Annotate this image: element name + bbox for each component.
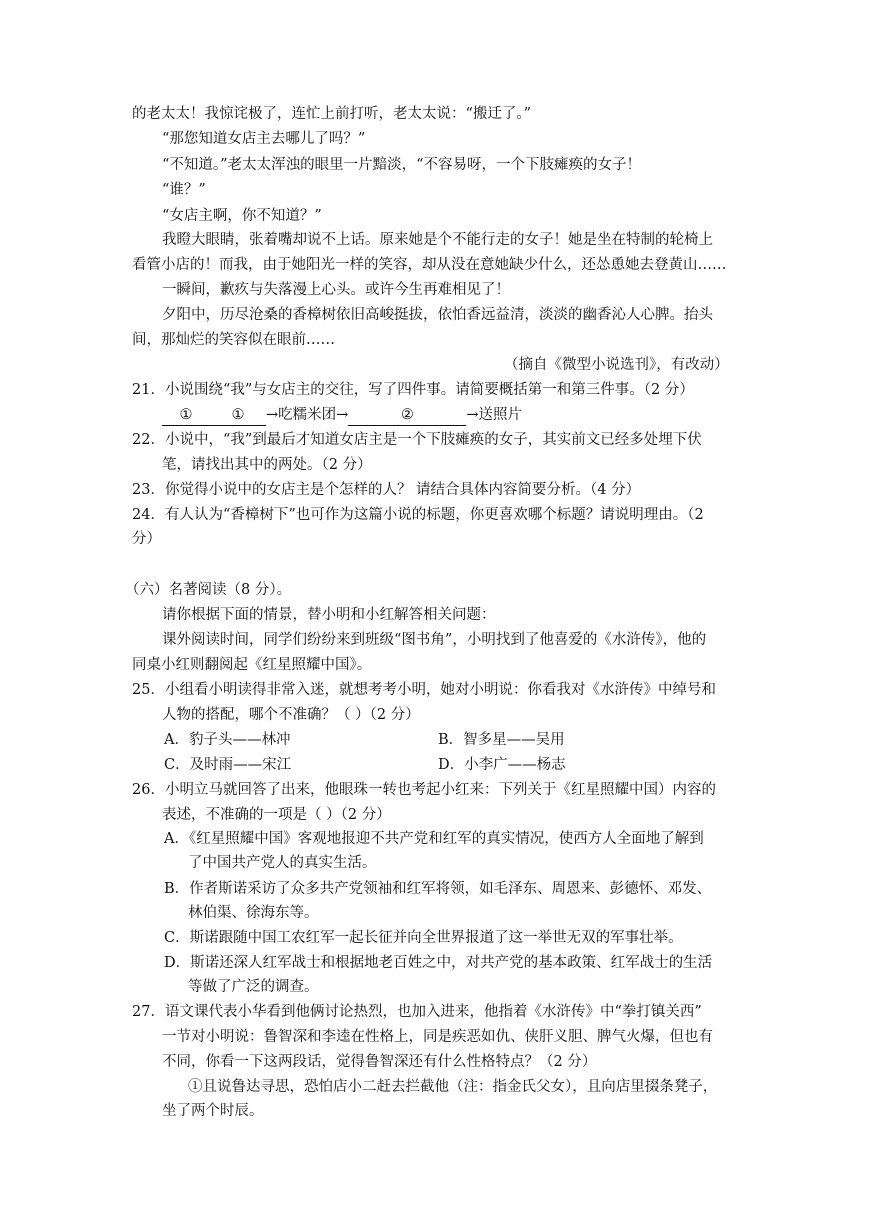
scene-text: 课外阅读时间，同学们纷纷来到班级“图书角”，小明找到了他喜爱的《水浒传》，他的 xyxy=(162,632,707,648)
question-25: 25．小组看小明读得非常入迷，就想考考小明，她对小明说：你看我对《水浒传》中绰号和 xyxy=(132,682,716,698)
option-b-cont: 林伯渠、徐海东等。 xyxy=(188,905,319,921)
story-line: “那您知道女店主去哪儿了吗？” xyxy=(162,131,366,147)
question-22: 22．小说中，“我”到最后才知道女店主是一个下肢瘫痪的女子，其实前文已经多处埋下伏 xyxy=(132,432,702,448)
option-d-cont: 等做了广泛的调查。 xyxy=(188,979,319,995)
quote-text-cont: 坐了两个时辰。 xyxy=(162,1103,264,1119)
section-intro: 请你根据下面的情景，替小明和小红解答相关问题： xyxy=(162,607,496,623)
option-d: D．小李广——杨志 xyxy=(438,757,566,773)
option-a: A．豹子头——林冲 xyxy=(164,732,291,748)
option-a: A．《红星照耀中国》客观地报迎不共产党和红军的真实情况，使西方人全面地了解到 xyxy=(164,831,704,847)
question-27-cont: 一节对小明说：鲁智深和李逵在性格上，同是疾恶如仇、侠肝义胆、脾气火爆，但也有 xyxy=(162,1029,713,1045)
source-citation: （摘自《微型小说选刊》，有改动） xyxy=(504,357,729,373)
answer-blank-1[interactable]: ① xyxy=(162,405,210,426)
question-25-cont: 人物的搭配，哪个不准确？（ ）（2 分） xyxy=(162,707,420,723)
story-line: “女店主啊，你不知道？” xyxy=(162,208,322,224)
question-22-cont: 笔，请找出其中的两处。（2 分） xyxy=(162,457,372,473)
scene-text: 同桌小红则翻阅起《红星照耀中国》。 xyxy=(132,657,372,673)
chain-end: →送照片 xyxy=(466,407,522,423)
option-b: B．作者斯诺采访了众多共产党领袖和红军将领，如毛泽东、周恩来、彭德怀、邓发、 xyxy=(164,881,712,897)
question-26-cont: 表述，不准确的一项是（ ）（2 分） xyxy=(162,807,391,823)
story-line: “不知道。”老太太浑浊的眼里一片黯淡，“不容易呀，一个下肢瘫痪的女子！ xyxy=(162,157,641,173)
section-heading: （六）名著阅读（8 分）。 xyxy=(125,582,292,598)
chain-middle: →吃糯米团→ xyxy=(266,407,349,423)
story-line: 一瞬间，歉疚与失落漫上心头。或许今生再难相见了！ xyxy=(162,282,510,298)
option-a-cont: 了中国共产党人的真实生活。 xyxy=(188,855,377,871)
story-line: 我瞪大眼睛，张着嘴却说不上话。原来她是个不能行走的女子！她是坐在特制的轮椅上 xyxy=(162,232,713,248)
story-line: “谁？” xyxy=(162,182,206,198)
question-26: 26．小明立马就回答了出来，他眼珠一转也考起小红来：下列关于《红星照耀中国）内容的 xyxy=(132,782,716,798)
answer-blank-2[interactable]: ① xyxy=(210,405,266,426)
question-23: 23．你觉得小说中的女店主是个怎样的人？ 请结合具体内容简要分析。（4 分） xyxy=(132,482,641,498)
question-24-cont: 分） xyxy=(132,531,161,547)
story-line: 的老太太！我惊诧极了，连忙上前打听，老太太说：“搬迁了。” xyxy=(132,106,532,122)
question-21-answer-chain xyxy=(162,405,522,426)
question-27-cont: 不同，你看一下这两段话，觉得鲁智深还有什么性格特点？（2 分） xyxy=(162,1054,597,1070)
option-c: C．及时雨——宋江 xyxy=(164,757,292,773)
question-21: 21．小说围绕“我”与女店主的交往，写了四件事。请简要概括第一和第三件事。（2 分） xyxy=(132,382,694,398)
option-d: D．斯诺还深人红军战士和根据地老百姓之中，对共产党的基本政策、红军战士的生活 xyxy=(164,955,713,971)
answer-blank-3[interactable]: ② xyxy=(348,405,466,426)
quote-text: ①且说鲁达寻思，恐怕店小二赶去拦截他（注：指金氏父女），且向店里掇条凳子， xyxy=(188,1079,718,1095)
option-b: B．智多星——吴用 xyxy=(438,732,565,748)
question-27: 27．语文课代表小华看到他俩讨论热烈，也加入进来，他指着《水浒传》中“拳打镇关西” xyxy=(132,1004,702,1020)
story-line: 间，那灿烂的笑容似在眼前…… xyxy=(132,332,335,348)
option-c: C．斯诺跟随中国工农红军一起长征并向全世界报道了这一举世无双的军事壮举。 xyxy=(164,930,683,946)
question-24: 24．有人认为“香樟树下”也可作为这篇小说的标题，你更喜欢哪个标题？请说明理由。（2 xyxy=(132,507,704,523)
story-line: 夕阳中，历尽沧桑的香樟树依旧高峻挺拔，依怕香远益清，淡淡的幽香沁人心脾。抬头 xyxy=(162,307,713,323)
story-line: 看管小店的！而我，由于她阳光一样的笑容，却从没在意她缺少什么，还怂恿她去登黄山…… xyxy=(132,257,727,273)
